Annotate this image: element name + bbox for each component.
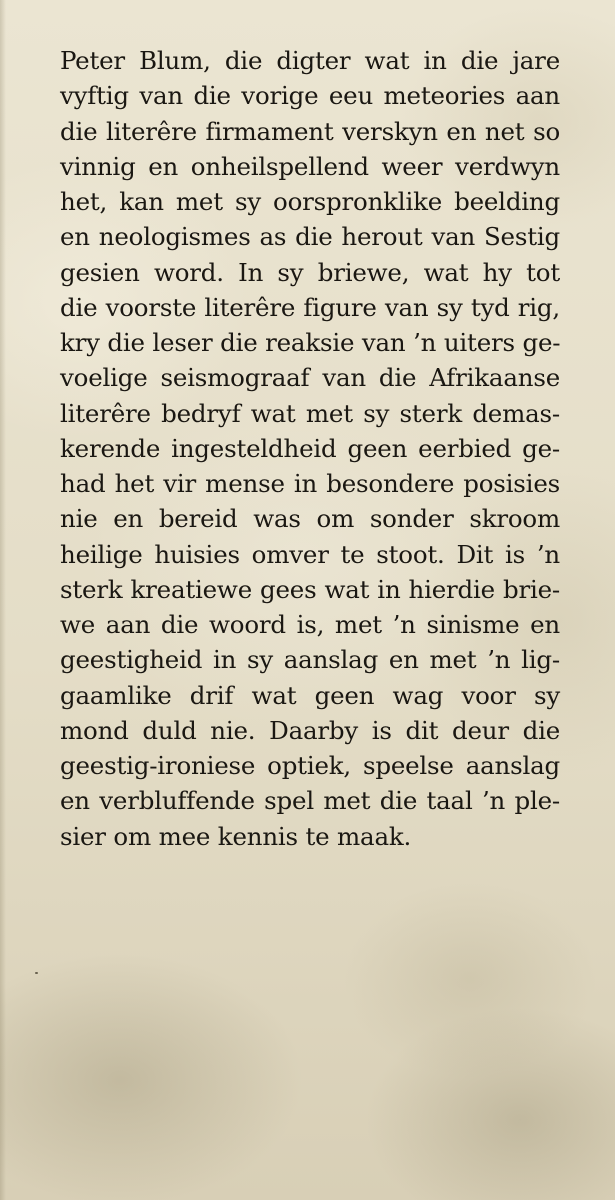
text-line: sterk kreatiewe gees wat in hierdie brie- (60, 574, 560, 604)
paper-speck (35, 972, 38, 974)
text-line: kry die leser die reaksie van ’n uiters ge- (60, 328, 561, 357)
text-line: gaamlike drif wat geen wag voor sy (60, 680, 560, 710)
text-line: het, kan met sy oorspronklike beelding (60, 187, 560, 216)
text-line: had het vir mense in besondere posisies (60, 469, 560, 498)
text-line: mond duld nie. Daarby is dit deur die (60, 715, 560, 745)
text-line: literêre bedryf wat met sy sterk demas- (60, 398, 560, 428)
text-line: vinnig en onheilspellend weer verdwyn (60, 151, 560, 181)
text-line: en verbluffende spel met die taal ’n ple- (60, 786, 560, 816)
text-line: voelige seismograaf van die Afrikaanse (60, 363, 560, 393)
text-line: geestig-ironiese optiek, speelse aanslag (60, 751, 560, 780)
page-edge-shadow (0, 0, 6, 1200)
text-line-last: sier om mee kennis te maak. (60, 821, 412, 851)
text-line: en neologismes as die herout van Sestig (60, 222, 560, 252)
text-line: die voorste literêre figure van sy tyd rig, (60, 292, 560, 322)
text-line: we aan die woord is, met ’n sinisme en (60, 610, 560, 639)
text-line: nie en bereid was om sonder skroom (60, 504, 560, 534)
text-line: kerende ingesteldheid geen eerbied ge- (60, 433, 560, 463)
text-line: heilige huisies omver te stoot. Dit is ’n (60, 539, 560, 569)
text-line: Peter Blum, die digter wat in die jare (60, 46, 560, 75)
text-line: vyftig van die vorige eeu meteories aan (60, 81, 560, 111)
text-line: geestigheid in sy aanslag en met ’n lig- (60, 645, 560, 675)
text-line: gesien word. In sy briewe, wat hy tot (60, 257, 560, 287)
text-line: die literêre firmament verskyn en net so (60, 116, 560, 146)
blurb-paragraph (60, 43, 560, 854)
